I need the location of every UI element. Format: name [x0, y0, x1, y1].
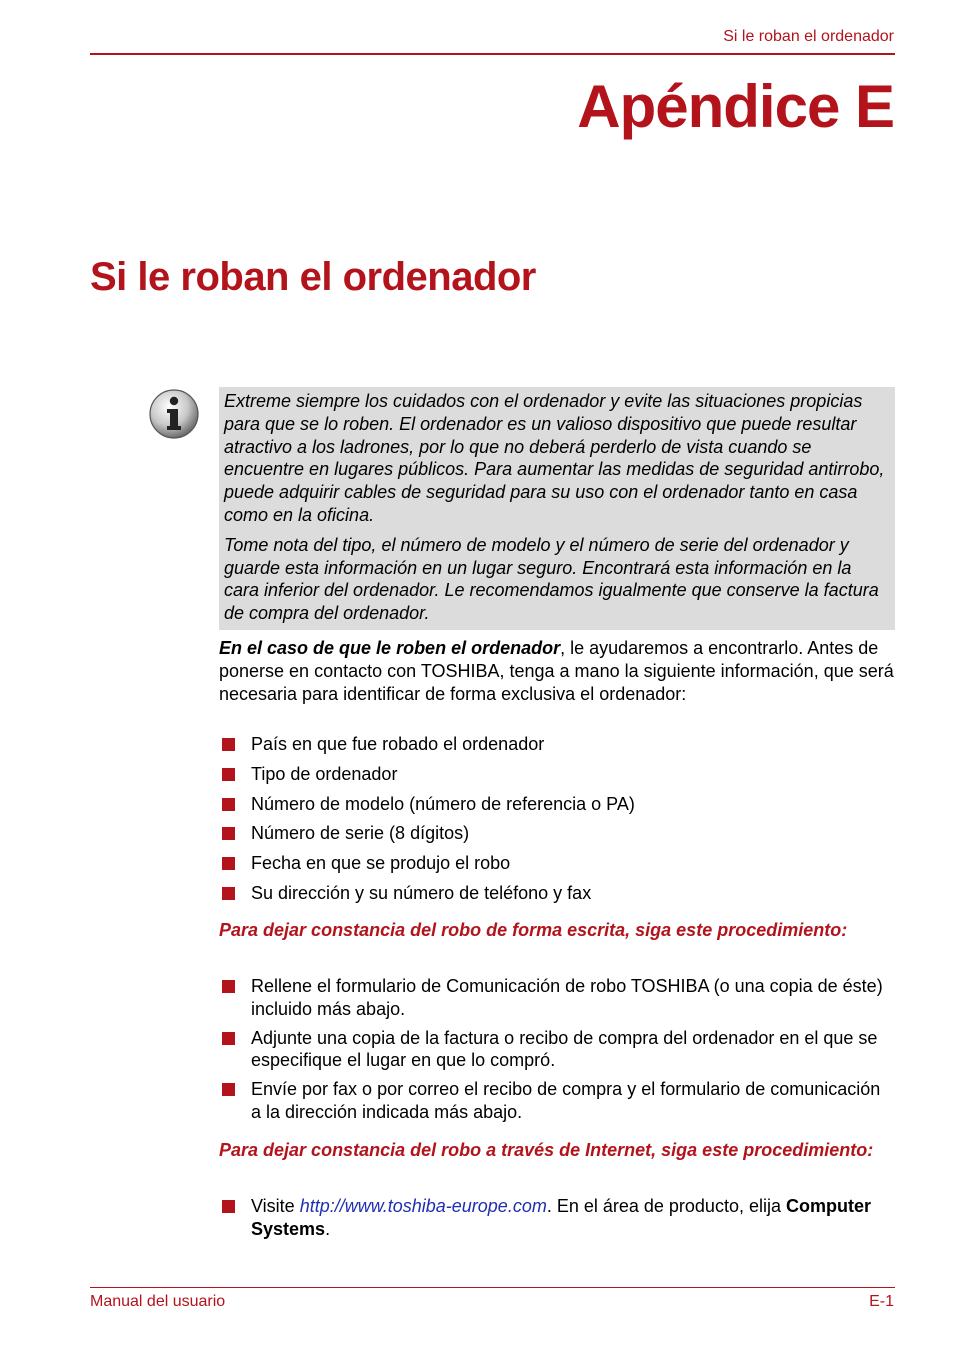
bullet-square-icon [222, 887, 235, 900]
bullet-square-icon [222, 827, 235, 840]
appendix-title: Apéndice E [577, 73, 894, 140]
intro-paragraph [219, 637, 895, 705]
computer-systems-label: Computer Systems [251, 1196, 871, 1239]
list-item: Su dirección y su número de teléfono y fax [219, 882, 895, 905]
bullet-square-icon [222, 798, 235, 811]
running-header: Si le roban el ordenador [723, 28, 894, 45]
footer-rule [90, 1287, 895, 1288]
intro-lead: En el caso de que le roben el ordenador [219, 638, 561, 658]
intro-text: , le ayudaremos a encontrarlo. Antes de ponerse en contacto con TOSHIBA, tenga a mano la siguiente información, que será necesaria para identificar de forma exclusiva el ordenador: [219, 638, 894, 704]
list-item: Adjunte una copia de la factura o recibo de compra del ordenador en el que se especifique el lugar en que lo compró. [219, 1027, 895, 1073]
bullet-square-icon [222, 1032, 235, 1045]
bullet-square-icon [222, 738, 235, 751]
bullet-square-icon [222, 1083, 235, 1096]
list-item: País en que fue robado el ordenador [219, 733, 895, 756]
list-item: Envíe por fax o por correo el recibo de compra y el formulario de comunicación a la dirección indicada más abajo. [219, 1078, 895, 1124]
bullet-square-icon [222, 768, 235, 781]
bullet-square-icon [222, 1200, 235, 1213]
section-title: Si le roban el ordenador [90, 255, 536, 299]
note-paragraph: Tome nota del tipo, el número de modelo y el número de serie del ordenador y guarde esta información en un lugar seguro. Encontrará esta información en la cara inferior del ordenador. Le recomendamos igualmente que conserve la factura de compra del ordenador. [224, 534, 879, 624]
written-procedure-list [219, 975, 895, 1130]
note-box [219, 387, 895, 630]
list-item: Fecha en que se produjo el robo [219, 852, 895, 875]
written-procedure-heading: Para dejar constancia del robo de forma escrita, siga este procedimiento: [219, 920, 848, 940]
list-item: Visite http://www.toshiba-europe.com. En el área de producto, elija Computer Systems. [219, 1195, 895, 1241]
info-icon [148, 388, 200, 440]
header-rule [90, 53, 895, 55]
bullet-square-icon [222, 980, 235, 993]
list-item: Número de serie (8 dígitos) [219, 822, 895, 845]
internet-procedure-heading: Para dejar constancia del robo a través de Internet, siga este procedimiento: [219, 1140, 874, 1160]
internet-procedure-list [219, 1195, 895, 1241]
footer-manual-title: Manual del usuario [90, 1293, 226, 1310]
list-item: Tipo de ordenador [219, 763, 895, 786]
list-item: Rellene el formulario de Comunicación de robo TOSHIBA (o una copia de éste) incluido más abajo. [219, 975, 895, 1021]
page-number: E-1 [869, 1293, 894, 1310]
toshiba-website-link[interactable]: http://www.toshiba-europe.com [299, 1196, 547, 1216]
bullet-square-icon [222, 857, 235, 870]
note-paragraph: Extreme siempre los cuidados con el ordenador y evite las situaciones propicias para que se lo roben. El ordenador es un valioso dispositivo que puede resultar atractivo a los ladrones, por lo que no deberá perderlo de vista cuando se encuentre en lugares públicos. Para aumentar las medidas de seguridad antirrobo, puede adquirir cables de seguridad para su uso con el ordenador tanto en casa como en la oficina. [224, 391, 885, 525]
info-list [219, 733, 895, 912]
list-item: Número de modelo (número de referencia o PA) [219, 793, 895, 816]
